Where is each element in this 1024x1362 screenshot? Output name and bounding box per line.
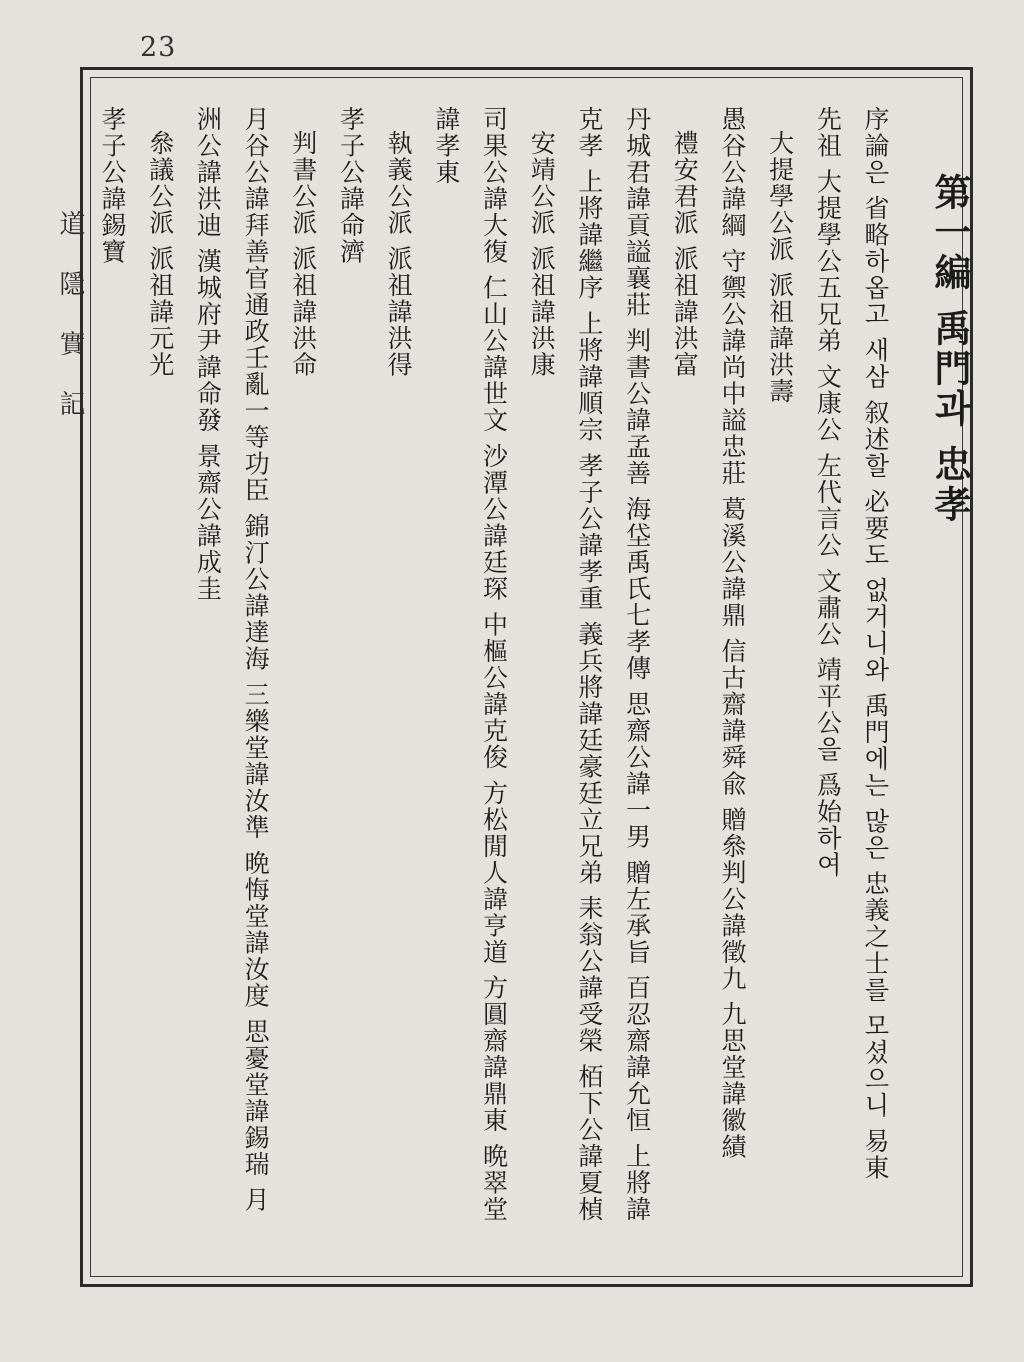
spine-title: 道隱實記 bbox=[55, 210, 85, 450]
text-column: 諱孝東 bbox=[431, 106, 461, 186]
text-column: 愚谷公諱綱 守禦公諱尚中謚忠莊 葛溪公諱鼎 信古齋諱舜兪 贈叅判公諱徵九 九思堂諱徽績 bbox=[717, 106, 747, 1161]
text-column: 禮安君派 派祖諱洪富 bbox=[670, 130, 700, 378]
text-column: 月谷公諱拜善官通政壬亂一等功臣 錦汀公諱達海 三樂堂諱汝準 晩悔堂諱汝度 思憂堂諱錫瑞 月 bbox=[241, 106, 271, 1214]
text-area bbox=[90, 77, 972, 1277]
text-column: 丹城君諱貢謚襄莊 判書公諱孟善 海垈禹氏七孝傳 思齋公諱一男 贈左承旨 百忍齋諱允恒 上將諱 bbox=[622, 106, 652, 1223]
page-number: 23 bbox=[140, 32, 177, 63]
chapter-title: 第一編 禹門과 忠孝 bbox=[928, 173, 972, 525]
text-column: 安靖公派 派祖諱洪康 bbox=[527, 130, 557, 378]
page-border bbox=[80, 67, 973, 1287]
text-column: 判書公派 派祖諱洪命 bbox=[288, 130, 318, 378]
text-column: 洲公諱洪迪 漢城府尹諱命發 景齋公諱成圭 bbox=[193, 106, 223, 602]
text-column: 執義公派 派祖諱洪得 bbox=[384, 130, 414, 378]
text-column: 克孝 上將諱繼序 上將諱順宗 孝子公諱孝重 義兵將諱廷豪廷立兄弟 耒翁公諱受榮 栢下公諱夏楨 bbox=[574, 106, 604, 1223]
text-column: 司果公諱大復 仁山公諱世文 沙潭公諱廷琛 中樞公諱克俊 方松閒人諱亨道 方圓齋諱鼎東 晩翠堂 bbox=[479, 106, 509, 1223]
text-column: 孝子公諱錫寶 bbox=[98, 106, 127, 265]
text-column: 孝子公諱命濟 bbox=[336, 106, 366, 265]
text-column: 叅議公派 派祖諱元光 bbox=[145, 130, 175, 378]
text-column: 先祖 大提學公五兄弟 文康公 左代言公 文肅公 靖平公을 爲始하여 bbox=[813, 106, 843, 879]
text-column: 大提學公派 派祖諱洪壽 bbox=[765, 130, 795, 405]
text-column: 序論은 省略하옵고 새삼 叙述할 必要도 없거니와 禹門에는 많은 忠義之士를 모셨으니 易東 bbox=[861, 106, 890, 1181]
